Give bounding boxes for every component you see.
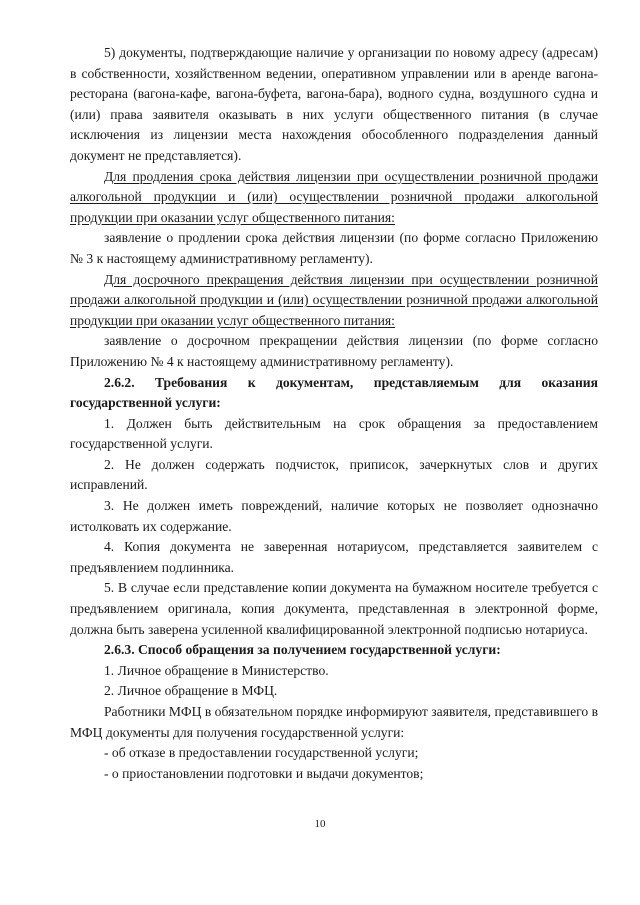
page-number: 10 — [314, 818, 326, 830]
heading-license-termination: Для досрочного прекращения действия лицензии при осуществлении розничной продажи алкогольной продукции и (или) осуществлении розничной продажи алкогольной продукции при оказании услуг общественного питания: — [70, 271, 598, 328]
document-body — [70, 43, 598, 784]
list-item-refusal: - об отказе в предоставлении государственной услуги; — [104, 745, 419, 761]
heading-license-extension: Для продления срока действия лицензии при осуществлении розничной продажи алкогольной продукции и (или) осуществлении розничной продажи алкогольной продукции при оказании услуг общественного питания: — [70, 168, 598, 225]
method-item-1: 1. Личное обращение в Министерство. — [104, 662, 329, 678]
method-item-2: 2. Личное обращение в МФЦ. — [104, 683, 278, 699]
requirement-item-5: 5. В случае если представление копии документа на бумажном носителе требуется с предъявлением оригинала, копия документа, представленная в электронной форме, должна быть заверена усиленной квалифицированной электронной подписью нотариуса. — [70, 580, 598, 637]
paragraph-mfc-inform: Работники МФЦ в обязательном порядке информируют заявителя, представившего в МФЦ документы для получения государственной услуги: — [70, 704, 598, 740]
requirement-item-2: 2. Не должен содержать подчисток, приписок, зачеркнутых слов и других исправлений. — [70, 456, 598, 493]
paragraph-documents-5: 5) документы, подтверждающие наличие у организации по новому адресу (адресам) в собственности, хозяйственном ведении, оперативном управлении или в аренде вагона-ресторана (вагона-кафе, вагона-буфета, вагона-бара), водного судна, воздушного судна и (или) права заявителя оказывать в них услуги общественного питания (в случае исключения из лицензии места нахождения обособленного подразделения данный документ не представляется). — [70, 45, 598, 163]
section-heading-2-6-3: 2.6.3. Способ обращения за получением государственной услуги: — [104, 642, 501, 658]
section-heading-2-6-2: 2.6.2. Требования к документам, представляемым для оказания государственной услуги: — [70, 374, 598, 411]
requirement-item-3: 3. Не должен иметь повреждений, наличие которых не позволяет однозначно истолковать их содержание. — [70, 498, 598, 534]
paragraph-termination-application: заявление о досрочном прекращении действия лицензии (по форме согласно Приложению № 4 к настоящему административному регламенту). — [70, 333, 598, 369]
paragraph-extension-application: заявление о продлении срока действия лицензии (по форме согласно Приложению № 3 к настоящему административному регламенту). — [70, 230, 598, 266]
requirement-item-4: 4. Копия документа не заверенная нотариусом, представляется заявителем с предъявлением подлинника. — [70, 539, 598, 575]
list-item-suspension: - о приостановлении подготовки и выдачи документов; — [104, 765, 424, 781]
requirement-item-1: 1. Должен быть действительным на срок обращения за предоставлением государственной услуги. — [70, 415, 598, 452]
